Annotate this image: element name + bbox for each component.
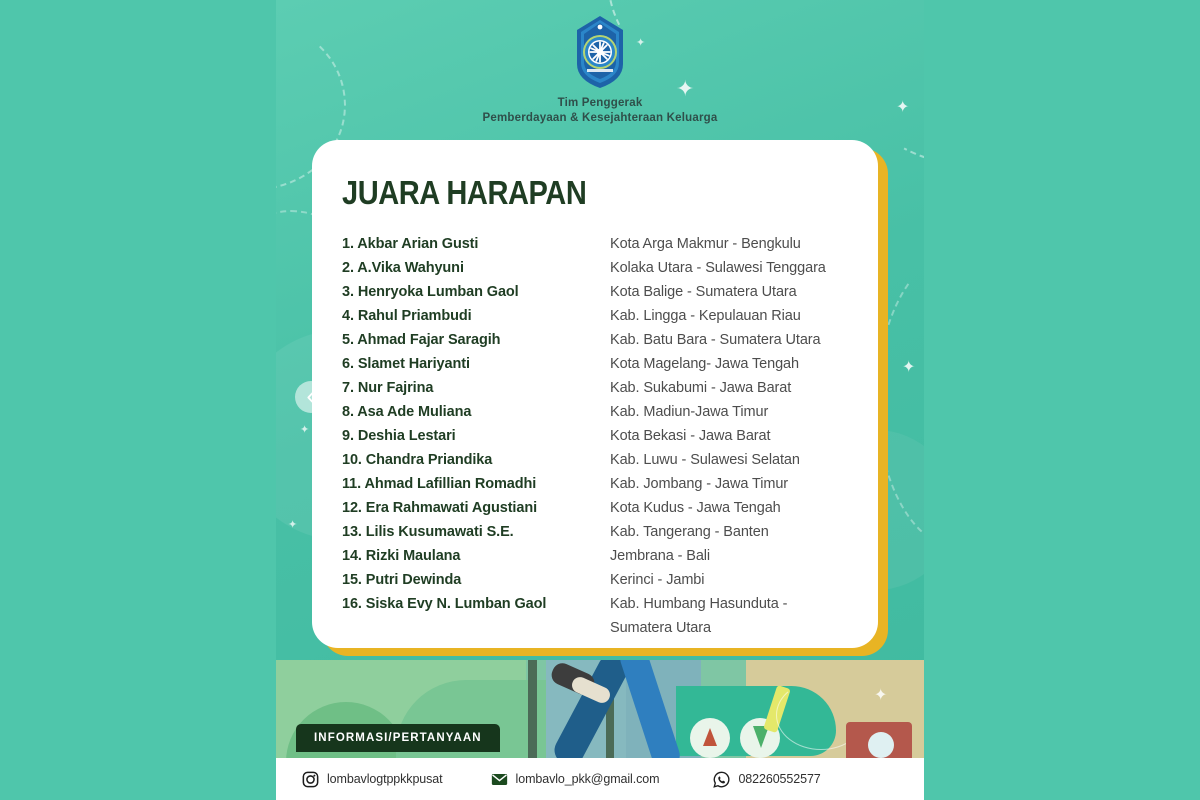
contact-email-text: lombavlo_pkk@gmail.com (515, 772, 660, 786)
winner-place: Kab. Humbang Hasunduta - Sumatera Utara (610, 596, 788, 636)
winner-name: 15. Putri Dewinda (342, 572, 462, 588)
sparkle-icon: ✦ (896, 99, 910, 116)
brand-line-1: Tim Penggerak (557, 97, 643, 109)
carousel-prev-button[interactable] (295, 381, 327, 413)
contact-whatsapp-text: 082260552577 (738, 772, 821, 786)
winner-place: Kab. Madiun-Jawa Timur (610, 404, 769, 420)
winners-card (312, 140, 878, 648)
brand-header (276, 14, 924, 126)
winner-name: 12. Era Rahmawati Agustiani (342, 500, 538, 516)
list-item (342, 568, 848, 592)
winner-name: 2. A.Vika Wahyuni (342, 260, 464, 276)
winner-name: 9. Deshia Lestari (342, 428, 456, 444)
sparkle-icon: ✦ (902, 359, 916, 376)
sparkle-icon: ✦ (300, 424, 310, 436)
contact-email[interactable] (491, 771, 660, 788)
brand-line-2: Pemberdayaan & Kesejahteraan Keluarga (482, 112, 718, 124)
winner-place: Kab. Sukabumi - Jawa Barat (610, 380, 792, 396)
sparkle-icon: ✦ (636, 37, 646, 49)
list-item (342, 280, 848, 304)
winner-place: Kab. Jombang - Jawa Timur (610, 476, 789, 492)
list-item (342, 448, 848, 472)
winner-place: Kab. Luwu - Sulawesi Selatan (610, 452, 800, 468)
winner-name: 1. Akbar Arian Gusti (342, 236, 479, 252)
info-badge: INFORMASI/PERTANYAAN (296, 724, 500, 752)
winner-place: Kolaka Utara - Sulawesi Tenggara (610, 260, 826, 276)
winner-place: Kerinci - Jambi (610, 572, 705, 588)
winner-name: 14. Rizki Maulana (342, 548, 461, 564)
winner-name: 13. Lilis Kusumawati S.E. (342, 524, 514, 540)
sparkle-icon: ✦ (874, 687, 888, 704)
sparkle-icon: ✦ (288, 519, 298, 531)
list-item (342, 352, 848, 376)
winners-list (342, 232, 848, 640)
winner-place: Kota Kudus - Jawa Tengah (610, 500, 781, 516)
list-item (342, 376, 848, 400)
whatsapp-icon (713, 771, 730, 788)
winner-name: 7. Nur Fajrina (342, 380, 434, 396)
list-item (342, 592, 848, 640)
sparkle-icon: ✦ (676, 76, 695, 101)
instagram-icon (302, 771, 319, 788)
winner-place: Kab. Lingga - Kepulauan Riau (610, 308, 801, 324)
chevron-left-icon (303, 389, 320, 406)
list-item (342, 544, 848, 568)
winner-name: 4. Rahul Priambudi (342, 308, 472, 324)
winner-place: Kab. Tangerang - Banten (610, 524, 769, 540)
winner-name: 8. Asa Ade Muliana (342, 404, 472, 420)
contact-whatsapp[interactable] (713, 771, 820, 788)
winner-name: 10. Chandra Priandika (342, 452, 493, 468)
list-item (342, 424, 848, 448)
winner-name: 5. Ahmad Fajar Saragih (342, 332, 501, 348)
list-item (342, 472, 848, 496)
list-item (342, 520, 848, 544)
winner-place: Kota Magelang- Jawa Tengah (610, 356, 799, 372)
email-icon (491, 771, 508, 788)
contact-instagram-text: lombavlogtppkkpusat (327, 772, 443, 786)
winner-place: Jembrana - Bali (610, 548, 711, 564)
winner-place: Kota Balige - Sumatera Utara (610, 284, 797, 300)
pkk-logo (571, 14, 629, 90)
list-item (342, 304, 848, 328)
list-item (342, 328, 848, 352)
instagram-post (276, 0, 924, 800)
winner-place: Kota Bekasi - Jawa Barat (610, 428, 771, 444)
winner-name: 6. Slamet Hariyanti (342, 356, 470, 372)
winner-place: Kab. Batu Bara - Sumatera Utara (610, 332, 821, 348)
list-item (342, 400, 848, 424)
list-item (342, 256, 848, 280)
list-item (342, 232, 848, 256)
contact-bar (276, 758, 924, 800)
contact-instagram[interactable] (302, 771, 443, 788)
winner-name: 11. Ahmad Lafillian Romadhi (342, 476, 537, 492)
winner-place: Kota Arga Makmur - Bengkulu (610, 236, 801, 252)
list-item (342, 496, 848, 520)
page-title: JUARA HARAPAN (342, 174, 587, 211)
winner-name: 16. Siska Evy N. Lumban Gaol (342, 596, 547, 612)
winner-name: 3. Henryoka Lumban Gaol (342, 284, 519, 300)
